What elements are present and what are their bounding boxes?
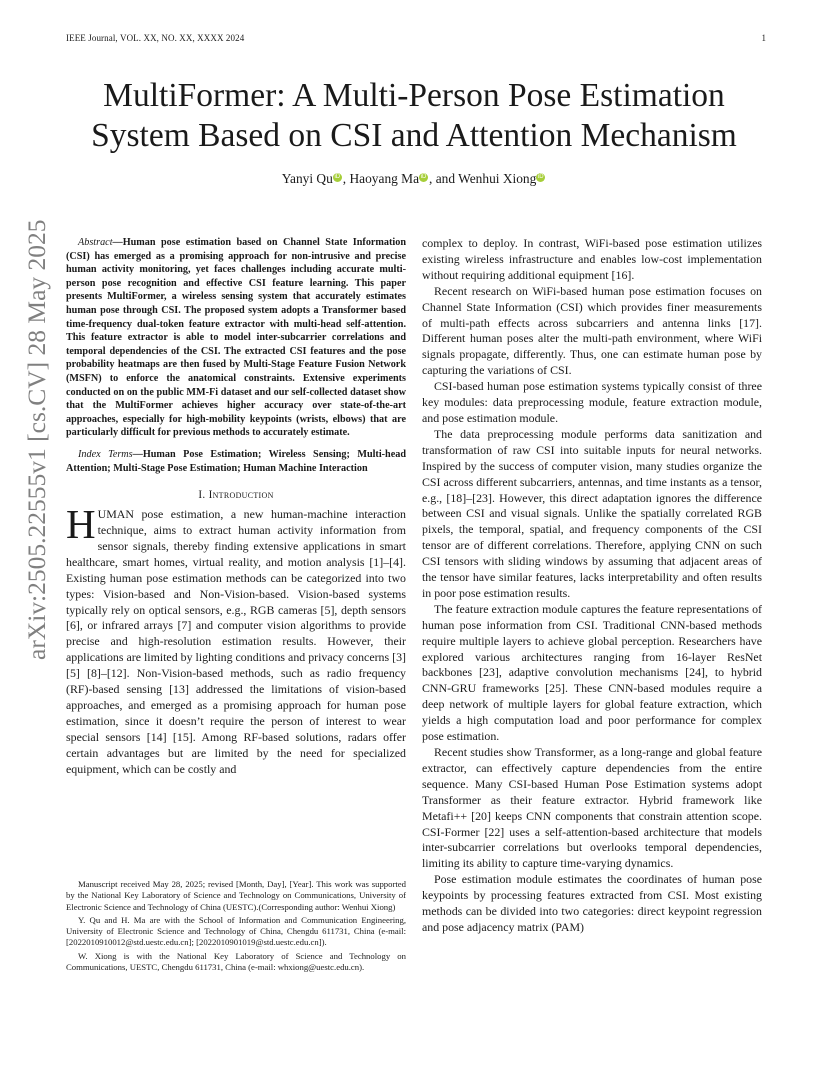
orcid-icon[interactable]: iD [537,174,544,180]
orcid-icon[interactable]: iD [420,174,427,180]
author-list [0,171,828,187]
index-terms [66,448,406,475]
abstract-label: Abstract [78,237,113,248]
section-title: Introduction [208,489,274,502]
index-terms-label: Index Terms [78,448,133,460]
page-number: 1 [761,33,766,43]
footnote: Y. Qu and H. Ma are with the School of Information and Communication Engineering, University of Electronic Science and Technology of China, Chengdu 611731, China (e-mail: [2022010910012@std.uestc.edu.cn]; [2022010901019@std.uestc.edu.cn]). [66,914,406,948]
section-numeral: I. [198,489,209,502]
footnote: Manuscript received May 28, 2025; revised [Month, Day], [Year]. This work was supported by the National Key Laboratory of Science and Technology on Communications, University of Electronic Science and Technology of China (UESTC).(Corresponding author: Wenhui Xiong) [66,879,406,912]
intro-paragraph [66,501,406,777]
author-name: , Haoyang Ma [342,171,420,186]
body-paragraph: Pose estimation module estimates the coordinates of human pose keypoints by processing features extracted from CSI. Most existing methods can be divided into two categories: direct keypoint regression and pose adjacency matrix (PAM) [422,872,762,934]
abstract-text: —Human pose estimation based on Channel State Information (CSI) has emerged as a promising approach for non-intrusive and precise human activity monitoring, yet faces challenges including accurate multi-person pose recognition and effective CSI feature learning. This paper presents MultiFormer, a wireless sensing system that accurately estimates human pose through CSI. The proposed system adopts a Transformer based time-frequency dual-token feature extractor with multi-head self-attention. This feature extractor is able to model inter-subcarrier correlations and temporal dependencies of the CSI. The extracted CSI features and the pose probability heatmaps are then fused by Multi-Stage Feature Fusion Network (MSFN) to enforce the anatomical constraints. Extensive experiments conducted on on the public MM-Fi dataset and our self-collected dataset show that the MultiFormer achieves higher accuracy over state-of-the-art approaches, especially for high-mobility keypoints (wrists, elbows) that are particularly difficult for previous methods to accurately estimate. [66,237,406,439]
body-paragraph: CSI-based human pose estimation systems typically consist of three key modules: data preprocessing module, feature extraction module, and pose estimation module. [422,379,762,425]
intro-text: UMAN pose estimation, a new human-machine interaction technique, aims to extract human activity information from sensor signals, thereby finding extensive applications in smart healthcare, smart homes, virtual reality, and motion analysis [1]–[4]. Existing human pose estimation methods can be categorized into two types: Vision-based and Non-Vision-based. Vision-based systems typically rely on optical sensors, e.g., RGB cameras [5], depth sensors [6], or infrared arrays [7] and computer vision algorithms to provide precise and high-resolution estimation results. However, their applications are limited by lighting conditions and privacy concerns [3] [5] [8]–[12]. Non-Vision-based methods, such as radio frequency (RF)-based sensing [13] addressed the limitations of vision-based approaches, and emerged as a promising approach for human pose estimation, since it doesn’t require the person of interest to wear special sensors [14] [15]. Among RF-based solutions, radars offer certain advantages but are limited by the need for specialized equipment, which can be costly and [66,507,406,776]
body-paragraph: The feature extraction module captures the feature representations of human pose information from CSI. Traditional CNN-based methods require multiple layers to achieve global perception. Researchers have explored various architectures ranging from 16-layer ResNet backbones [23], adaptive convolution mechanisms [24], to hybrid CNN-GRU frameworks [25]. These CNN-based modules require a deep network of multiple layers for global feature extraction, which yields a high computation load and poor performance for complex pose estimation. [422,601,762,744]
title-line-2: System Based on CSI and Attention Mechanism [91,117,737,154]
paper-title [60,76,768,156]
index-terms-text: —Human Pose Estimation; Wireless Sensing; Multi-head Attention; Multi-Stage Pose Estimation; Human Machine Interaction [66,448,406,474]
abstract [66,236,406,440]
arxiv-stamp[interactable]: arXiv:2505.22555v1 [cs.CV] 28 May 2025 [22,219,51,660]
footnotes [66,879,406,975]
body-paragraph: The data preprocessing module performs data sanitization and transformation of raw CSI into suitable inputs for neural networks. Inspired by the success of computer vision, many studies organize the CSI across different subcarriers, antennas, and time instants as a tensor, e.g., [18]–[23]. However, this direct adaptation ignores the difference between CSI and visual signals. Unlike the spatially correlated RGB pixels, the temporal, spatial, and frequency components of the CSI tensor are of different correlations. Therefore, applying CNN on such CSI tensors with sliding windows by assuming that adjacent areas of the tensor have similar features, lacks interpretability and often results in poor pose estimation results. [422,426,762,600]
body-paragraph: Recent research on WiFi-based human pose estimation focuses on Channel State Information (CSI) which provides finer measurements of multi-path effects across subcarriers and antenna links [17]. Different human poses alter the multi-path environment, where WiFi signals propagate, differently. Thus, one can estimate human pose by capturing the variations of CSI. [422,283,762,378]
author-name: , and Wenhui Xiong [429,171,537,186]
left-column [66,236,406,778]
running-header: IEEE Journal, VOL. XX, NO. XX, XXXX 2024 [66,33,245,43]
right-column [422,236,762,936]
footnote: W. Xiong is with the National Key Laboratory of Science and Technology on Communications, UESTC, Chengdu 611731, China (e-mail: whxiong@uestc.edu.cn). [66,950,406,973]
section-heading [66,489,406,501]
drop-cap: H [66,501,96,548]
body-paragraph: complex to deploy. In contrast, WiFi-based pose estimation utilizes existing wireless infrastructure and enables low-cost implementation without requiring additional equipment [16]. [422,236,762,282]
orcid-icon[interactable]: iD [334,174,341,180]
author-name: Yanyi Qu [281,171,333,186]
body-paragraph: Recent studies show Transformer, as a long-range and global feature extractor, can effectively capture dependencies from the entire sequence. Many CSI-based Human Pose Estimation systems adopt Transformer as their feature extractor. Hybrid framework like Metafi++ [20] keeps CNN components that constrain attention scope. CSI-Former [22] uses a self-attention-based architecture that models inter-subcarrier correlations but overlooks temporal dependencies, limiting its ability to capture time-varying dynamics. [422,745,762,871]
title-line-1: MultiFormer: A Multi-Person Pose Estimation [103,77,725,114]
